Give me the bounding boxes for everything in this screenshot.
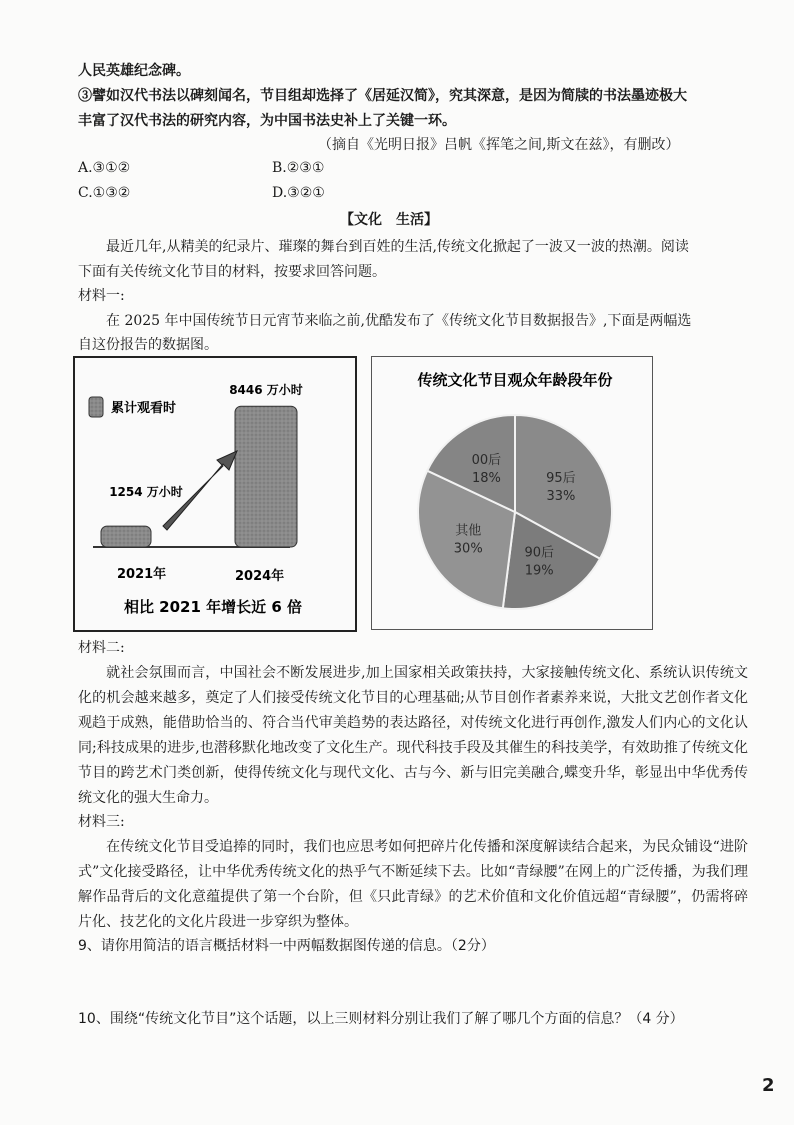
material1-label: 材料一: <box>78 288 125 304</box>
material2-text: 就社会氛围而言，中国社会不断发展进步,加上国家相关政策扶持，大家接触传统文化、系统认识传统文化的机会越来越多，奠定了人们接受传统文化节目的心理基础;从节目创作者素养来说，大批文艺创作者文化观趋于成熟，能借助恰当的、符合当代审美趋势的表达路径，对传统文化进行再创作,激发人们内心的文化认同;科技成果的进步,也潜移默化地改变了文化生产。现代科技手段及其催生的科技美学，有效助推了传统文化节目的跨艺术门类创新，使得传统文化与现代文化、古与今、新与旧完美融合,蝶变升华，彰显出中华优秀传统文化的强大生命力。 <box>78 665 748 806</box>
text-line: 丰富了汉代书法的研究内容，为中国书法史补上了关键一环。 <box>78 113 456 129</box>
option-d: D.③②① <box>272 185 325 201</box>
text-line: 人民英雄纪念碑。 <box>78 63 190 79</box>
pie-slice-label: 00后 <box>471 452 502 468</box>
pie-chart <box>372 357 652 629</box>
legend-swatch <box>89 397 103 417</box>
option-a: A.③①② <box>78 160 131 176</box>
bar-data-label: 1254 万小时 <box>109 485 183 500</box>
material3-label: 材料三: <box>78 814 125 830</box>
text-line: ③譬如汉代书法以碑刻闻名，节目组却选择了《居延汉简》，究其深意，是因为简牍的书法墨迹极大 <box>78 88 687 104</box>
intro-line: 最近几年,从精美的纪录片、璀璨的舞台到百姓的生活,传统文化掀起了一波又一波的热潮。阅读 <box>106 239 689 255</box>
x-tick-2024: 2024年 <box>235 569 285 584</box>
bar-chart <box>75 358 355 630</box>
x-tick-2021: 2021年 <box>117 567 167 582</box>
intro-line: 下面有关传统文化节目的材料，按要求回答问题。 <box>78 264 386 280</box>
material3-text: 在传统文化节目受追捧的同时，我们也应思考如何把碎片化传播和深度解读结合起来，为民众铺设“进阶式”文化接受路径，让中华优秀传统文化的热乎气不断延续下去。比如“青绿腰”在网上的广泛传播，为我们理解作品背后的文化意蕴提供了第一个台阶，但《只此青绿》的艺术价值和文化价值远超“青绿腰”，仍需将碎片化、技艺化的文化片段进一步穿织为整体。 <box>78 839 748 930</box>
pie-slice-percent: 19% <box>524 563 554 579</box>
material2-paragraph <box>78 661 748 811</box>
pie-slice-percent: 30% <box>453 541 483 557</box>
option-b: B.②③① <box>272 160 325 176</box>
section-title: 【文化 生活】 <box>340 212 438 228</box>
chart-caption: 相比 2021 年增长近 6 倍 <box>123 598 303 616</box>
pie-slice-label: 95后 <box>546 470 576 486</box>
question-9: 9、请你用简洁的语言概括材料一中两幅数据图传递的信息。（2分） <box>78 938 495 954</box>
material2-label: 材料二: <box>78 640 125 656</box>
pie-slice-percent: 33% <box>546 488 576 504</box>
question-10: 10、围绕“传统文化节目”这个话题，以上三则材料分别让我们了解了哪几个方面的信息？（4 分） <box>78 1011 684 1027</box>
pie-slice-label: 90后 <box>524 545 554 561</box>
option-c: C.①③② <box>78 185 131 201</box>
pie-title: 传统文化节目观众年龄段年份 <box>417 371 613 389</box>
bar-2021年 <box>101 526 151 547</box>
bar-chart-box <box>73 356 357 632</box>
legend-label: 累计观看时 <box>111 401 177 416</box>
source-citation: （摘自《光明日报》吕帆《挥笔之间,斯文在兹》，有删改） <box>318 137 680 153</box>
pie-chart-box <box>371 356 653 630</box>
pie-slice-label: 其他 <box>455 523 482 539</box>
pie-slice-percent: 18% <box>471 470 501 486</box>
bar-data-label: 8446 万小时 <box>229 383 303 398</box>
page-number: 2 <box>762 1075 775 1096</box>
bar-2024年 <box>235 406 297 547</box>
material1-line: 自这份报告的数据图。 <box>78 337 218 353</box>
material1-line: 在 2025 年中国传统节日元宵节来临之前,优酷发布了《传统文化节目数据报告》,下面是两幅选 <box>106 313 692 329</box>
material3-paragraph <box>78 835 748 935</box>
